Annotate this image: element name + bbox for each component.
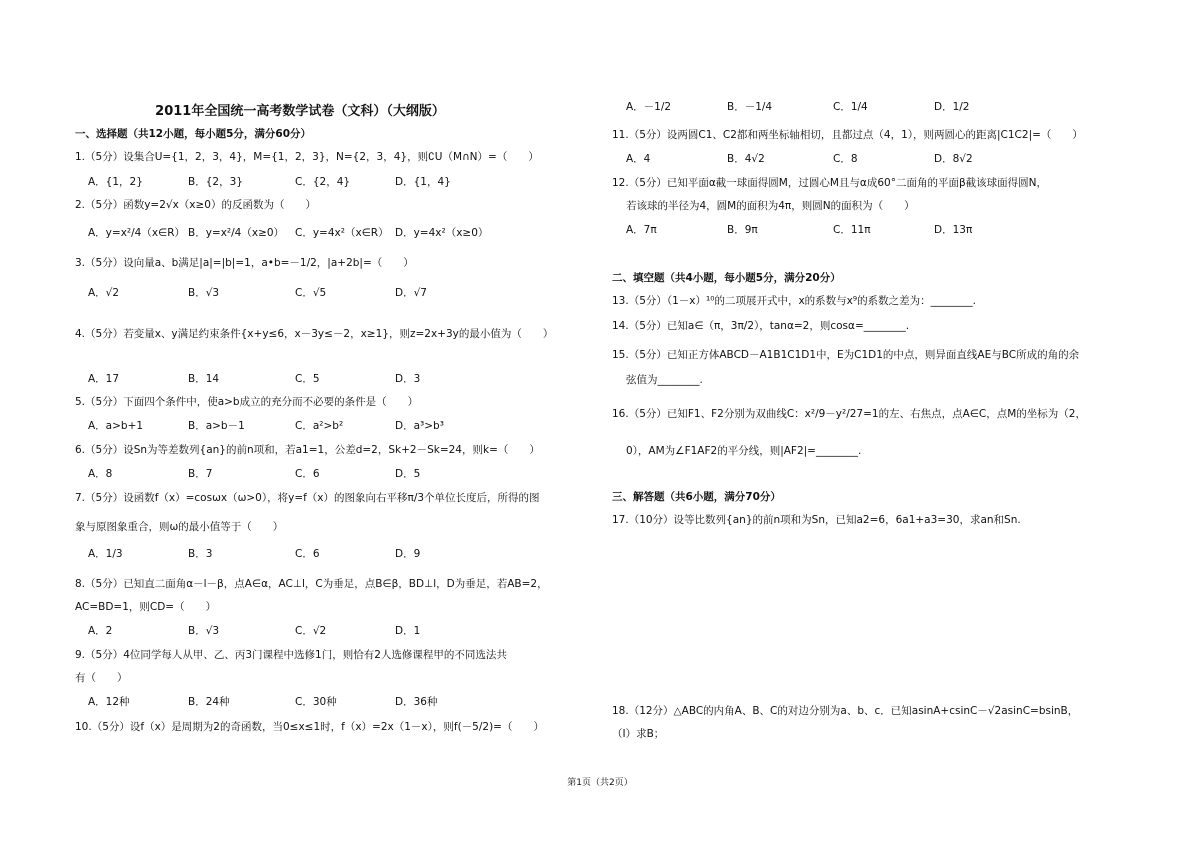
- option: D．{1，4}: [395, 176, 451, 188]
- question-stem: 3.（5分）设向量a、b满足|a|=|b|=1，a•b=－1/2，|a+2b|=（ ）: [75, 257, 414, 269]
- page-title: 2011年全国统一高考数学试卷（文科）（大纲版）: [155, 104, 445, 119]
- option: B．a>b－1: [188, 420, 245, 432]
- question-stem-cont: 0），AM为∠F1AF2的平分线，则|AF2|=________.: [626, 445, 862, 457]
- option: A．y=x²/4（x∈R）: [88, 227, 185, 239]
- option: D．8√2: [934, 153, 973, 165]
- option: C．√2: [295, 625, 327, 637]
- option: A．4: [626, 153, 651, 165]
- question-stem: 5.（5分）下面四个条件中，使a>b成立的充分而不必要的条件是（ ）: [75, 396, 419, 408]
- section-heading: 二、填空题（共4小题，每小题5分，满分20分）: [612, 272, 841, 284]
- option: A．√2: [88, 287, 120, 299]
- option: D．a³>b³: [395, 420, 444, 432]
- question-stem: 6.（5分）设Sn为等差数列{an}的前n项和，若a1=1，公差d=2，Sk+2－Sk=24，则k=（ ）: [75, 444, 540, 456]
- option: A．8: [88, 468, 113, 480]
- option: B．y=x²/4（x≥0）: [188, 227, 285, 239]
- option: A．1/3: [88, 548, 123, 560]
- option: D．9: [395, 548, 421, 560]
- option: A．7π: [626, 224, 657, 236]
- option: B．4√2: [727, 153, 765, 165]
- question-stem: 7.（5分）设函数f（x）=cosωx（ω>0），将y=f（x）的图象向右平移π/3个单位长度后，所得的图: [75, 492, 540, 504]
- page-footer: 第1页（共2页）: [567, 778, 633, 788]
- option: B．√3: [188, 625, 220, 637]
- question-stem: 13.（5分）（1－x）¹⁰的二项展开式中，x的系数与x⁹的系数之差为：________.: [612, 295, 976, 307]
- question-stem-cont: 象与原图象重合，则ω的最小值等于（ ）: [75, 521, 284, 533]
- option: C．30种: [295, 696, 337, 708]
- option: A．{1，2}: [88, 176, 143, 188]
- option: B．14: [188, 373, 220, 385]
- option: B．－1/4: [727, 101, 773, 113]
- option: B．9π: [727, 224, 758, 236]
- option: C．11π: [833, 224, 871, 236]
- question-stem-cont: 弦值为________.: [626, 374, 703, 386]
- question-stem: 14.（5分）已知a∈（π，3π/2），tanα=2，则cosα=________.: [612, 320, 910, 332]
- option: D．1: [395, 625, 421, 637]
- question-stem: 9.（5分）4位同学每人从甲、乙、丙3门课程中选修1门，则恰有2人选修课程甲的不同选法共: [75, 649, 507, 661]
- option: A．17: [88, 373, 120, 385]
- question-stem: 15.（5分）已知正方体ABCD－A1B1C1D1中，E为C1D1的中点，则异面直线AE与BC所成的角的余: [612, 349, 1080, 361]
- option: A．2: [88, 625, 113, 637]
- option: D．13π: [934, 224, 973, 236]
- option: C．a²>b²: [295, 420, 344, 432]
- question-stem-cont: 若该球的半径为4，圆M的面积为4π，则圆N的面积为（ ）: [626, 200, 915, 212]
- option: C．5: [295, 373, 320, 385]
- question-stem: 10.（5分）设f（x）是周期为2的奇函数，当0≤x≤1时，f（x）=2x（1－x），则f(－5/2)=（ ）: [75, 721, 544, 733]
- option: B．√3: [188, 287, 220, 299]
- section-heading: 一、选择题（共12小题，每小题5分，满分60分）: [75, 128, 312, 140]
- option: D．y=4x²（x≥0）: [395, 227, 489, 239]
- question-stem: 12.（5分）已知平面α截一球面得圆M，过圆心M且与α成60°二面角的平面β截该球面得圆N，: [612, 177, 1048, 189]
- question-stem: 8.（5分）已知直二面角α－l－β，点A∈α，AC⊥l，C为垂足，点B∈β，BD⊥l，D为垂足，若AB=2，: [75, 578, 548, 590]
- question-stem: 17.（10分）设等比数列{an}的前n项和为Sn，已知a2=6，6a1+a3=30，求an和Sn.: [612, 514, 1021, 526]
- option: B．7: [188, 468, 213, 480]
- question-stem-cont: 有（ ）: [75, 672, 128, 684]
- option: D．√7: [395, 287, 427, 299]
- option: B．{2，3}: [188, 176, 243, 188]
- question-stem-cont: AC=BD=1，则CD=（ ）: [75, 601, 217, 613]
- question-stem-cont: （Ⅰ）求B；: [612, 728, 665, 740]
- option: A．12种: [88, 696, 130, 708]
- question-stem: 4.（5分）若变量x、y满足约束条件{x+y≤6，x－3y≤－2，x≥1}，则z=2x+3y的最小值为（ ）: [75, 328, 554, 340]
- option: B．24种: [188, 696, 230, 708]
- question-stem: 1.（5分）设集合U={1，2，3，4}，M={1，2，3}，N={2，3，4}，则∁U（M∩N）=（ ）: [75, 151, 539, 163]
- option: D．5: [395, 468, 421, 480]
- question-stem: 18.（12分）△ABC的内角A、B、C的对边分别为a、b、c．已知asinA+csinC－√2asinC=bsinB，: [612, 705, 1079, 717]
- option: D．1/2: [934, 101, 970, 113]
- option: C．8: [833, 153, 858, 165]
- question-stem: 2.（5分）函数y=2√x（x≥0）的反函数为（ ）: [75, 199, 316, 211]
- option: C．{2，4}: [295, 176, 351, 188]
- option: D．3: [395, 373, 421, 385]
- option: C．y=4x²（x∈R）: [295, 227, 389, 239]
- question-stem: 11.（5分）设两圆C1、C2都和两坐标轴相切，且都过点（4，1），则两圆心的距离|C1C2|=（ ）: [612, 129, 1083, 141]
- option: A．a>b+1: [88, 420, 144, 432]
- option: C．6: [295, 468, 320, 480]
- option: B．3: [188, 548, 213, 560]
- option: D．36种: [395, 696, 438, 708]
- option: C．√5: [295, 287, 327, 299]
- question-stem: 16.（5分）已知F1、F2分别为双曲线C：x²/9－y²/27=1的左、右焦点，点A∈C，点M的坐标为（2，: [612, 408, 1086, 420]
- option: C．6: [295, 548, 320, 560]
- option: C．1/4: [833, 101, 868, 113]
- section-heading: 三、解答题（共6小题，满分70分）: [612, 491, 781, 503]
- option: A．－1/2: [626, 101, 672, 113]
